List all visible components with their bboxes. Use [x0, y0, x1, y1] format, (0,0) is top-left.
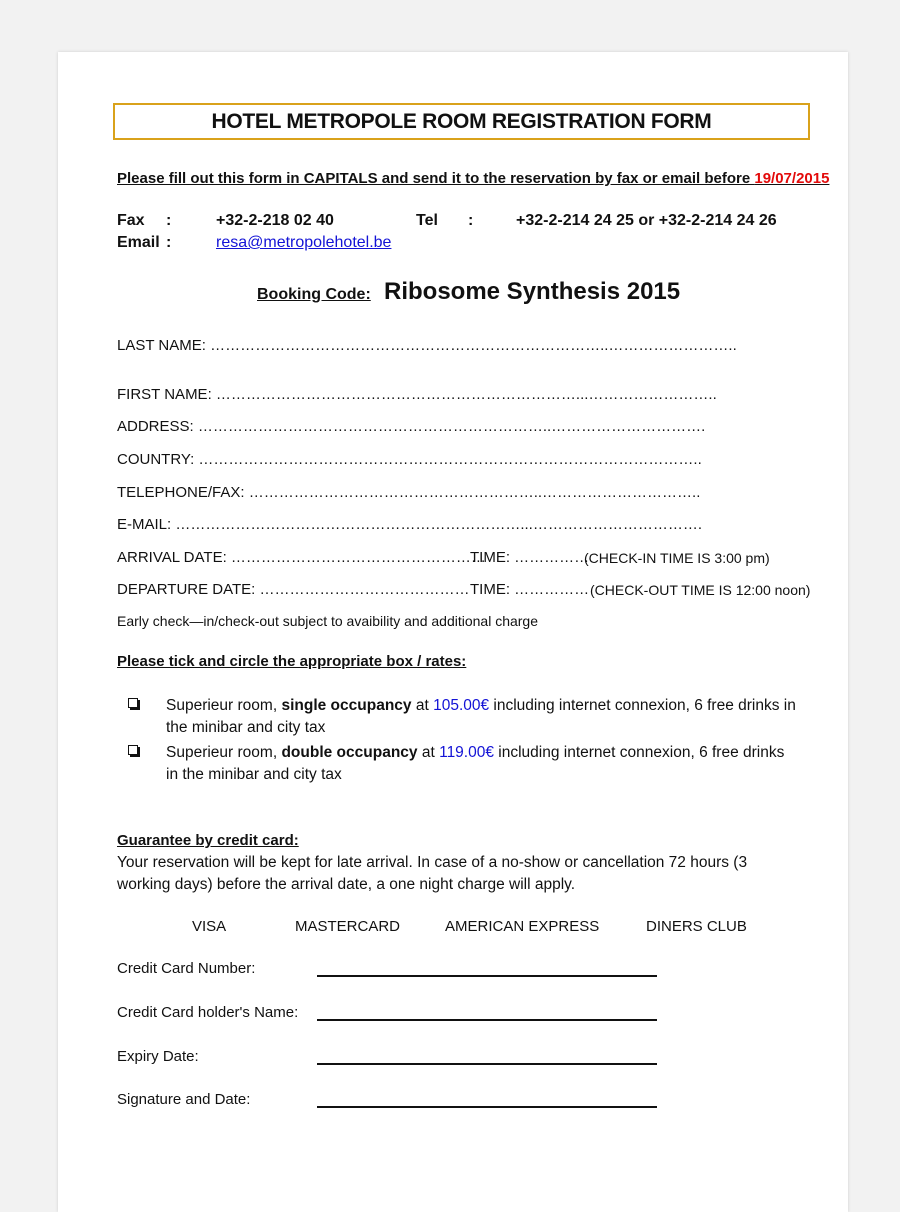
address-field[interactable]: ADDRESS: ……………………………………………………………..…………………………. [117, 418, 706, 435]
email-colon: : [166, 234, 172, 251]
card-holder-label: Credit Card holder's Name: [117, 1004, 299, 1021]
last-name-field[interactable]: LAST NAME: ……………………………………………………………………..…………………….. [117, 337, 737, 354]
card-number-input-line[interactable] [317, 975, 657, 977]
departure-time-field[interactable]: TIME: …………… [470, 581, 590, 598]
guarantee-text: Your reservation will be kept for late arrival. In case of a no-show or cancellation 72 hours (3 working days) before the arrival date, a one night charge will apply. [117, 854, 748, 893]
registration-form-page [58, 52, 848, 1212]
telephone-fax-field[interactable]: TELEPHONE/FAX: …………………………………………………..………………………….. [117, 484, 701, 501]
tel-value: +32-2-214 24 25 or +32-2-214 24 26 [516, 212, 777, 229]
instruction-text: Please fill out this form in CAPITALS and send it to the reservation by fax or email before [117, 170, 755, 187]
card-mastercard[interactable]: MASTERCARD [295, 918, 401, 935]
expiry-date-input-line[interactable] [317, 1063, 657, 1065]
email-label: Email [117, 234, 160, 251]
signature-date-input-line[interactable] [317, 1106, 657, 1108]
check-out-note: (CHECK-OUT TIME IS 12:00 noon) [590, 582, 811, 598]
departure-date-field[interactable]: DEPARTURE DATE: …………………………………… [117, 581, 470, 598]
double-room-post: including internet connexion, 6 free drinks in the minibar and city tax [166, 744, 785, 783]
double-room-at: at [417, 744, 440, 761]
single-room-post: including internet connexion, 6 free drinks in the minibar and city tax [166, 697, 796, 736]
single-room-price: 105.00€ [433, 697, 490, 714]
single-room-at: at [411, 697, 434, 714]
single-room-option [166, 695, 816, 739]
fax-value: +32-2-218 02 40 [216, 212, 334, 229]
single-room-pre: Superieur room, [166, 697, 282, 714]
double-room-checkbox[interactable] [128, 745, 138, 755]
card-number-label: Credit Card Number: [117, 960, 256, 977]
instruction-line [117, 170, 829, 187]
early-checkin-note: Early check—in/check-out subject to avaibility and additional charge [117, 613, 539, 629]
arrival-time-field[interactable]: TIME: …………… [470, 549, 590, 566]
double-room-option [166, 742, 786, 786]
booking-code-label: Booking Code: [257, 286, 371, 303]
tel-label: Tel [416, 212, 438, 229]
double-room-price: 119.00€ [439, 744, 494, 761]
fax-colon: : [166, 212, 172, 229]
fax-label: Fax [117, 212, 145, 229]
email-field[interactable]: E-MAIL: ……………………………………………………………...……………………………. [117, 516, 703, 533]
card-diners-club[interactable]: DINERS CLUB [646, 918, 747, 935]
signature-date-label: Signature and Date: [117, 1091, 251, 1108]
first-name-field[interactable]: FIRST NAME: ………………………………………………………………...…………………….. [117, 386, 717, 403]
check-in-note: (CHECK-IN TIME IS 3:00 pm) [584, 550, 770, 566]
card-visa[interactable]: VISA [192, 918, 227, 935]
expiry-date-label: Expiry Date: [117, 1048, 199, 1065]
country-field[interactable]: COUNTRY: ……………………………………………………………………………………….. [117, 451, 702, 468]
email-link[interactable]: resa@metropolehotel.be [216, 234, 392, 251]
guarantee-heading: Guarantee by credit card: [117, 832, 299, 849]
single-room-checkbox[interactable] [128, 698, 138, 708]
single-room-type: single occupancy [281, 697, 412, 714]
rates-heading: Please tick and circle the appropriate box / rates: [117, 653, 467, 670]
arrival-date-field[interactable]: ARRIVAL DATE: …………………………………………… [117, 549, 486, 566]
tel-colon: : [468, 212, 474, 229]
card-american-express[interactable]: AMERICAN EXPRESS [445, 918, 600, 935]
double-room-pre: Superieur room, [166, 744, 282, 761]
double-room-type: double occupancy [281, 744, 418, 761]
card-holder-input-line[interactable] [317, 1019, 657, 1021]
deadline-date: 19/07/2015 [754, 170, 830, 187]
form-title: HOTEL METROPOLE ROOM REGISTRATION FORM [113, 103, 810, 140]
booking-code-value: Ribosome Synthesis 2015 [384, 278, 681, 305]
